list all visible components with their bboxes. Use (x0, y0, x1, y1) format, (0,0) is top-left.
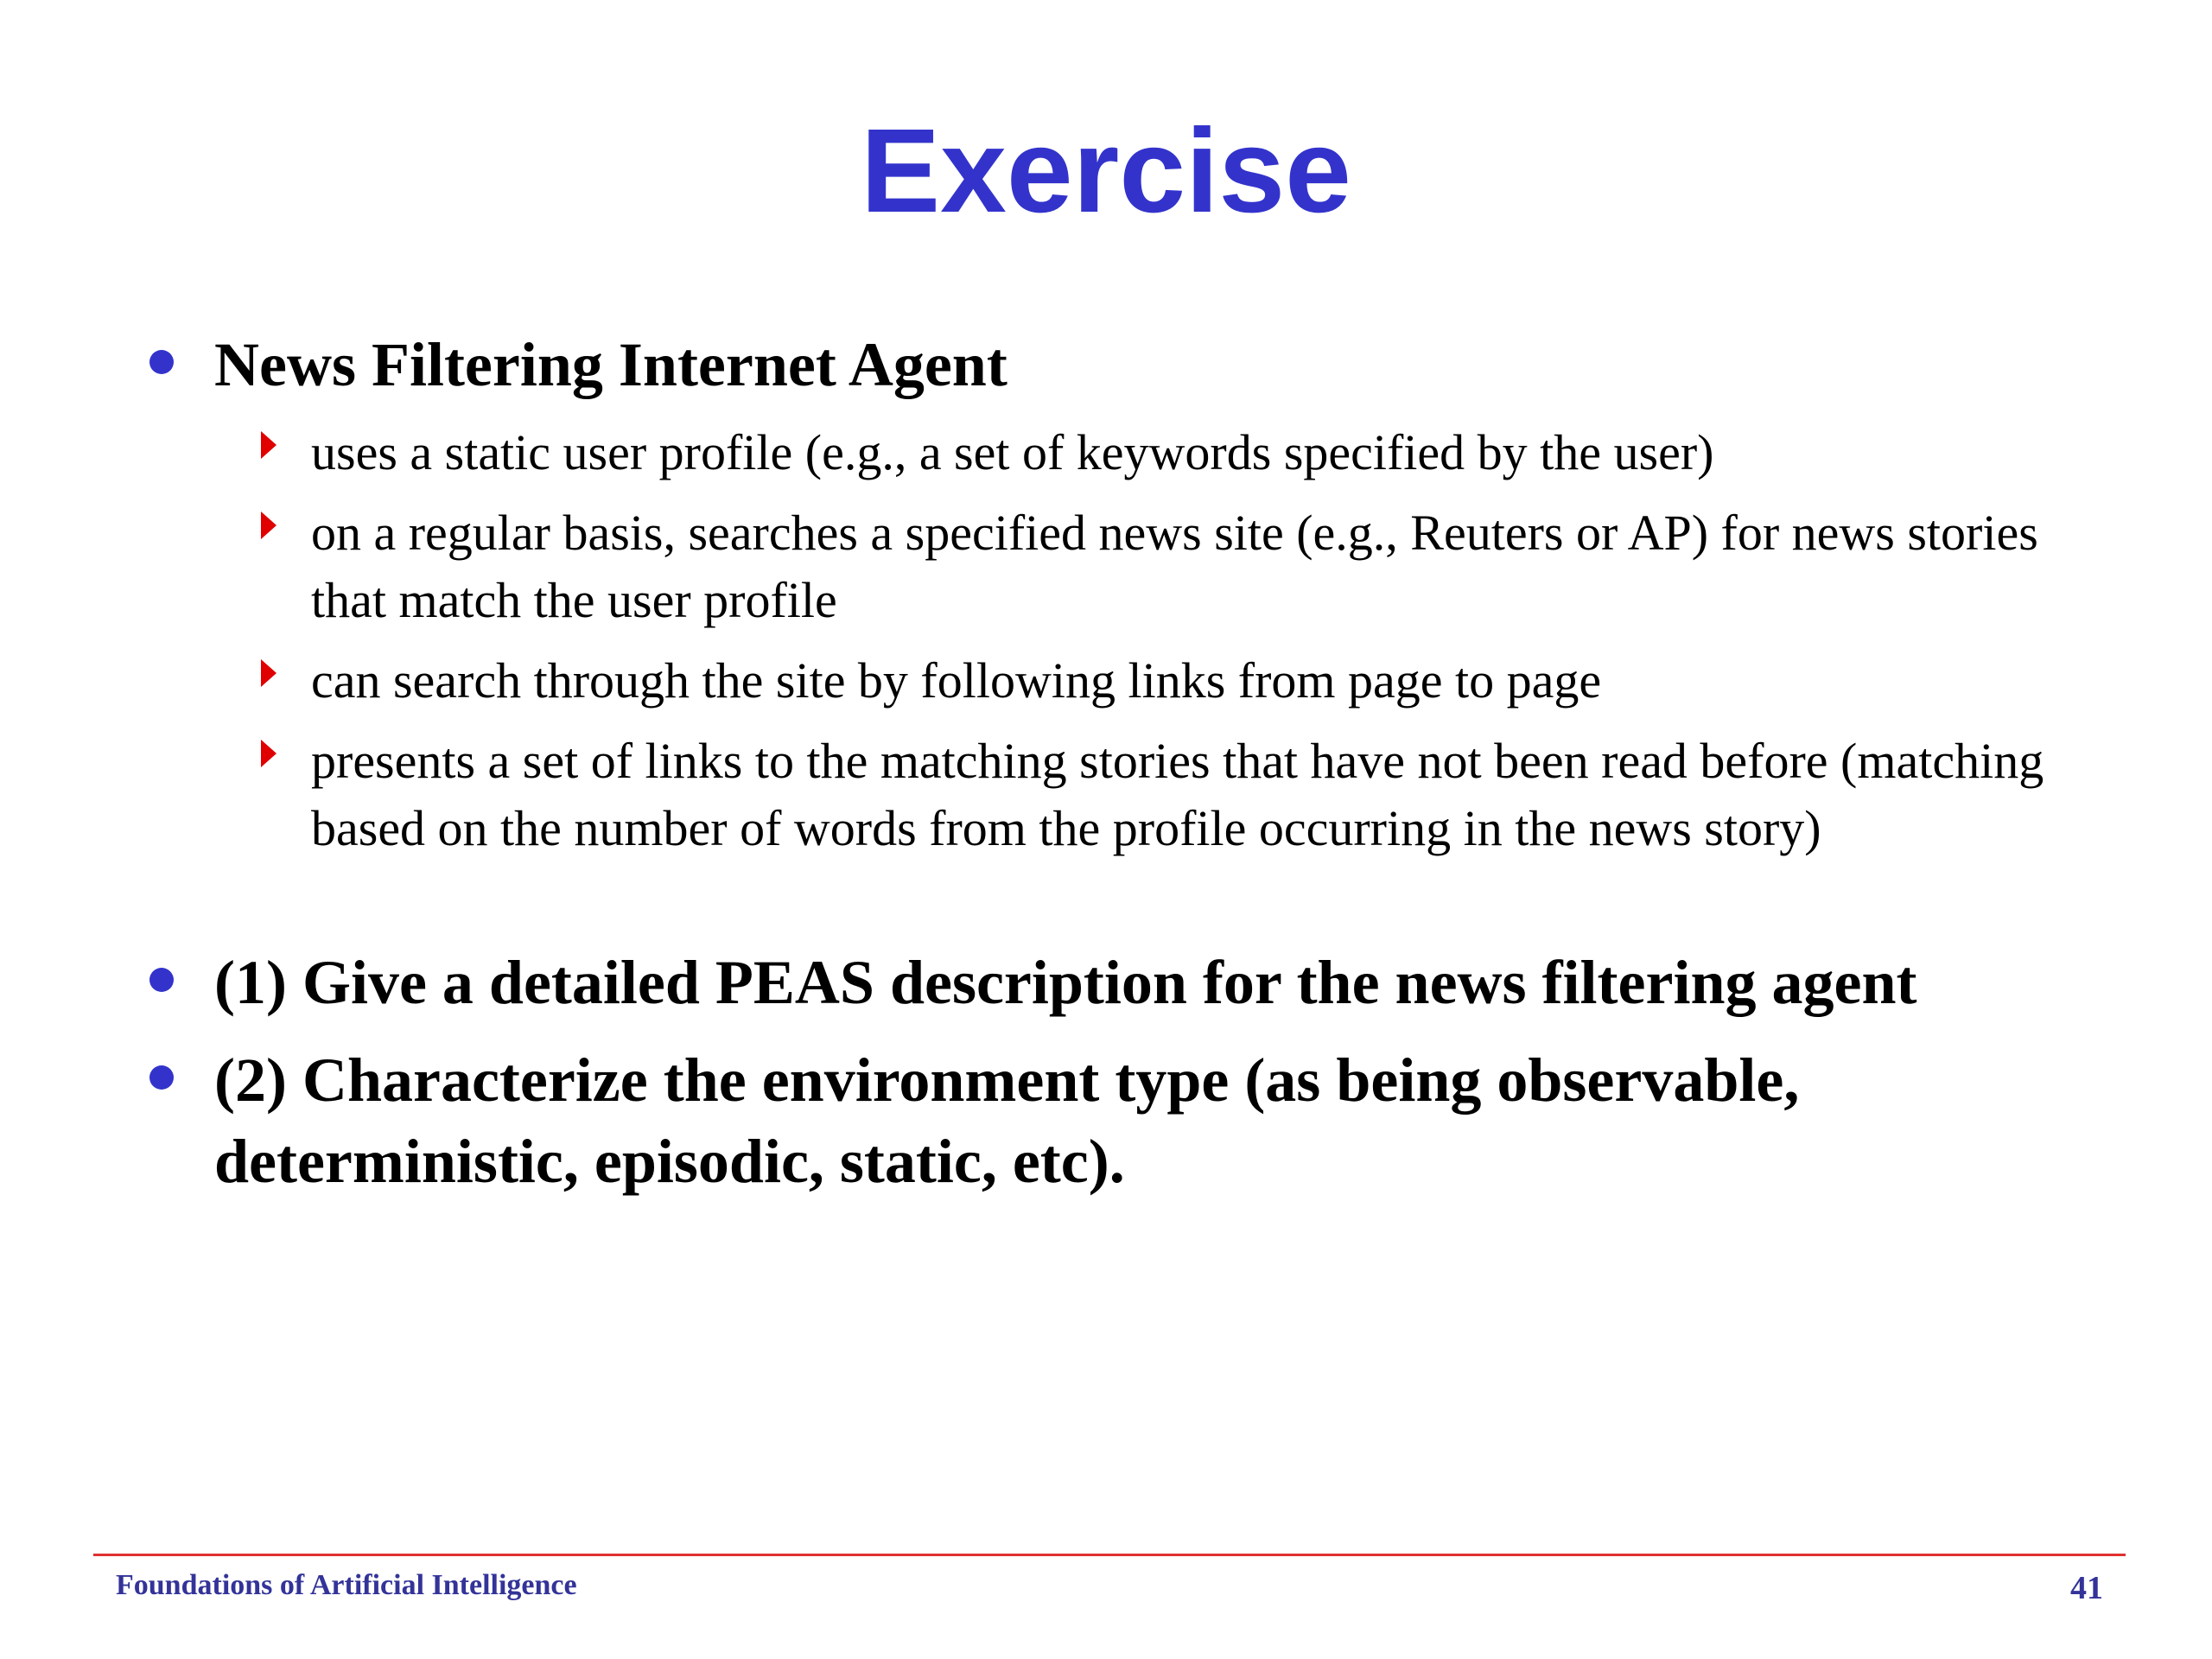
bullet-dot-icon (149, 350, 174, 374)
bullet-text: News Filtering Internet Agent (214, 330, 1007, 399)
bullet-text: (1) Give a detailed PEAS description for the news filtering agent (214, 948, 1917, 1017)
bullet-text: (2) Characterize the environment type (as being observable, deterministic, episodic, static, etc). (214, 1046, 1800, 1196)
bullet-environment-question (214, 1039, 2115, 1202)
subbullet-regular-search (311, 499, 2091, 634)
slide-title: Exercise (861, 105, 1351, 238)
triangle-bullet-icon (261, 431, 276, 459)
subbullet-text: uses a static user profile (e.g., a set of keywords specified by the user) (311, 424, 1714, 480)
subbullet-follow-links (311, 647, 2091, 715)
subbullet-text: on a regular basis, searches a specified news site (e.g., Reuters or AP) for news stories that match the user profile (311, 505, 2038, 628)
subbullet-present-links (311, 728, 2091, 862)
bullet-peas-question (214, 942, 2115, 1023)
subbullet-text: presents a set of links to the matching stories that have not been read before (matching based on the number of words from the profile occurring in the news story) (311, 733, 2044, 856)
subbullet-static-profile (311, 419, 2091, 486)
footer-course-title: Foundations of Artificial Intelligence (116, 1569, 577, 1601)
subbullet-text: can search through the site by following links from page to page (311, 652, 1602, 709)
triangle-bullet-icon (261, 740, 276, 767)
page-number: 41 (2070, 1570, 2103, 1606)
triangle-bullet-icon (261, 659, 276, 687)
bullet-dot-icon (149, 1065, 174, 1090)
bullet-dot-icon (149, 968, 174, 992)
bullet-news-filtering-agent (214, 324, 2115, 405)
footer-divider (93, 1554, 2126, 1556)
triangle-bullet-icon (261, 512, 276, 539)
